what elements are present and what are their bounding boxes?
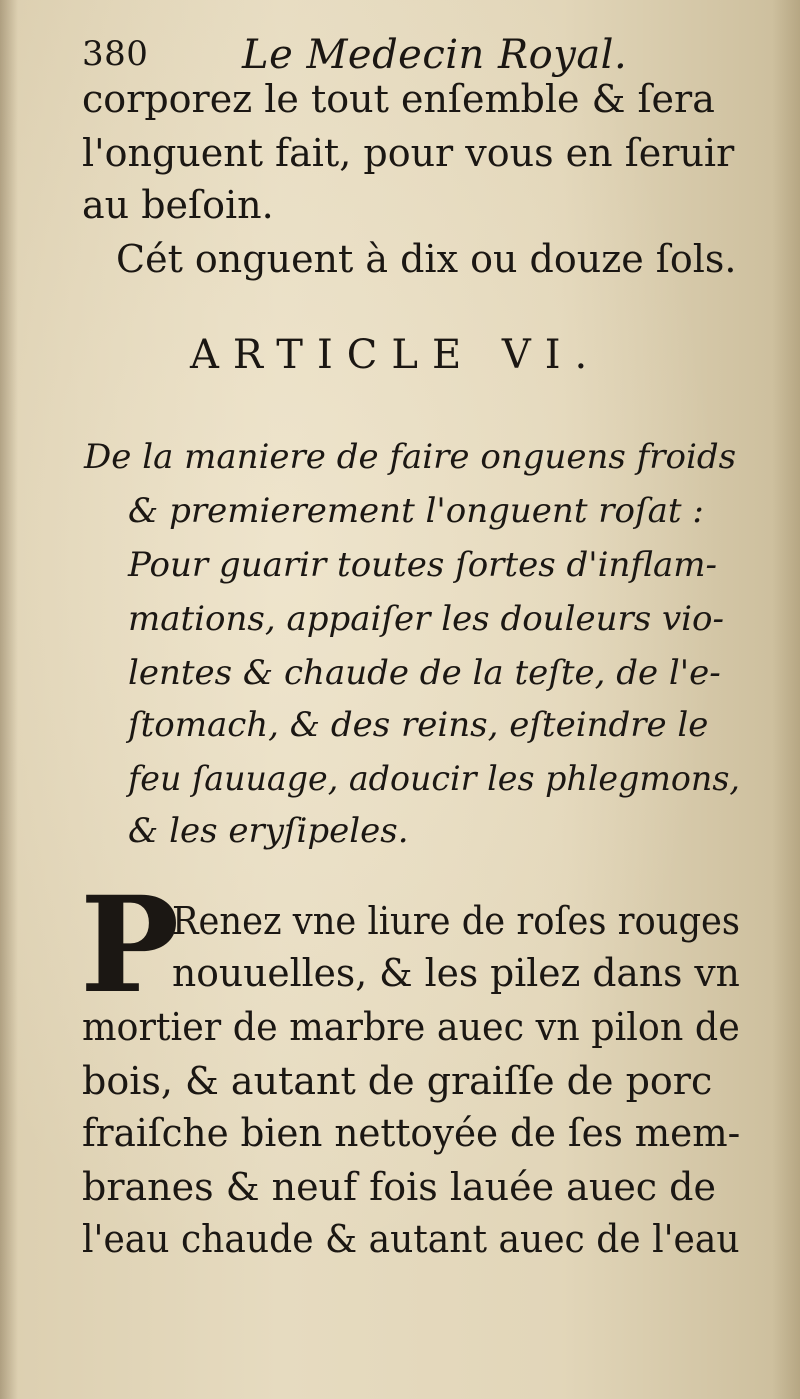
page-number: 380 [82,34,149,74]
summary-line: ſtomach, & des reins, eſteindre le [128,705,709,745]
body-line: nouuelles, & les pilez dans vn [172,951,740,995]
price-line: Cét onguent à dix ou douze ſols. [116,237,737,281]
text-line: l'onguent fait, pour vous en ſeruir [82,131,735,175]
text-line: corporez le tout enſemble & ſera [82,77,715,121]
summary-line: feu ſauuage, adoucir les phlegmons, [128,759,740,799]
article-heading: ARTICLE VI. [190,332,602,378]
summary-line: & premierement l'onguent roſat : [128,491,704,531]
summary-line: mations, appaiſer les douleurs vio- [128,599,725,639]
body-line: Renez vne liure de roſes rouges [172,899,741,943]
running-head: Le Medecin Royal. [242,32,628,78]
summary-line: lentes & chaude de la teſte, de l'e- [128,653,721,693]
body-line: branes & neuf fois lauée auec de [82,1165,716,1209]
summary-line: De la maniere de faire onguens froids [84,437,737,477]
body-line: l'eau chaude & autant auec de l'eau [82,1217,740,1261]
body-line: fraiſche bien nettoyée de ſes mem- [82,1111,741,1155]
summary-line: & les eryſipeles. [128,811,409,851]
body-line: bois, & autant de graiſſe de porc [82,1059,713,1103]
body-line: mortier de marbre auec vn pilon de [82,1005,740,1049]
page-header [82,22,722,82]
text-line: au beſoin. [82,183,274,227]
drop-cap: P [80,868,180,1023]
summary-line: Pour guarir toutes ſortes d'inflam- [128,545,718,585]
